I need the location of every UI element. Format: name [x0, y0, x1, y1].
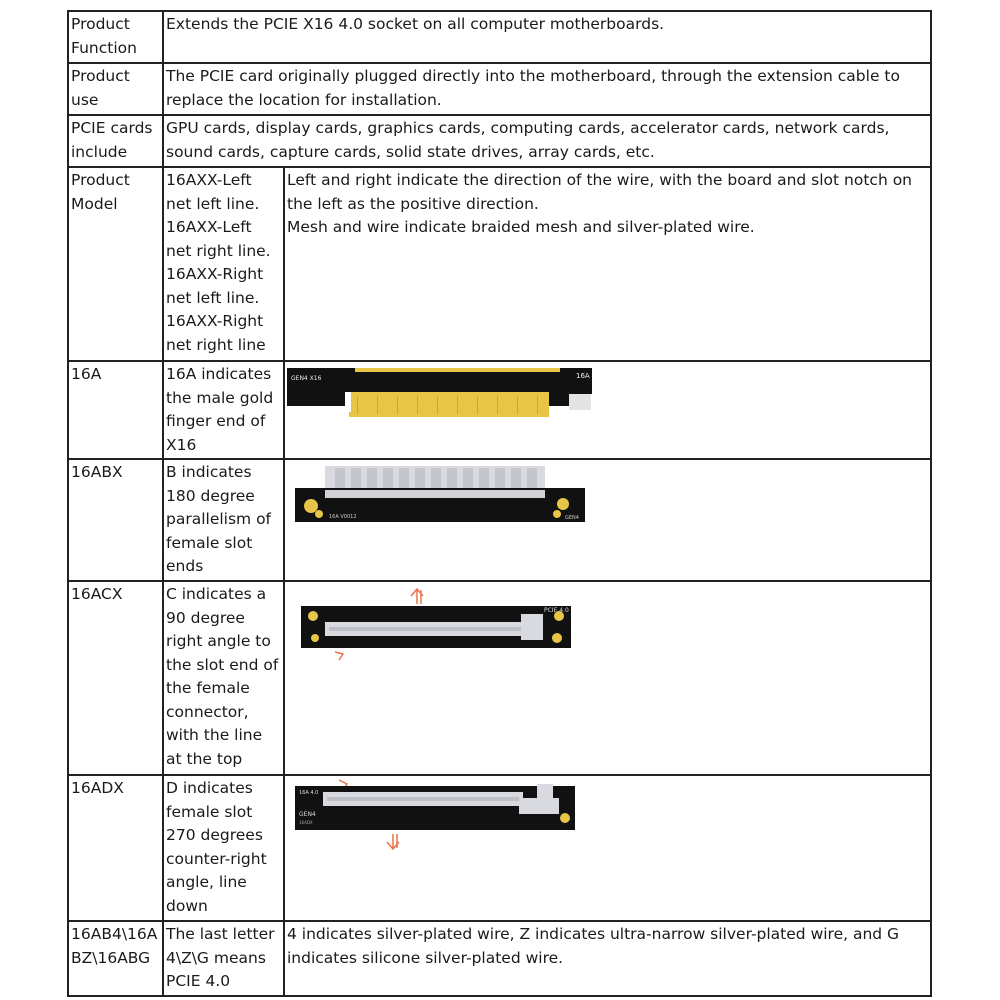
value-product-function: Extends the PCIE X16 4.0 socket on all computer motherboards.	[163, 11, 931, 63]
row-product-model	[68, 167, 931, 361]
model-notes	[284, 167, 931, 361]
model-variant: 16AXX-Left net left line.	[166, 171, 260, 213]
desc-suffix: The last letter 4\Z\G means PCIE 4.0	[163, 921, 284, 996]
row-pcie-cards	[68, 115, 931, 167]
row-16adx	[68, 775, 931, 921]
row-16acx	[68, 581, 931, 775]
desc-16abx: B indicates 180 degree parallelism of female slot ends	[163, 459, 284, 581]
board-label: 16A 4.0	[299, 790, 319, 796]
value-product-use: The PCIE card originally plugged directly into the motherboard, through the extension cable to replace the location for installation.	[163, 63, 931, 115]
desc-16adx: D indicates female slot 270 degrees counter-right angle, line down	[163, 775, 284, 921]
board-label: GEN4 X16	[291, 375, 322, 382]
arrow-up-icon	[411, 589, 423, 604]
row-16abx	[68, 459, 931, 581]
model-note: Left and right indicate the direction of the wire, with the board and slot notch on the left as the positive direction.	[287, 171, 912, 213]
image-16acx	[284, 581, 931, 775]
code-16abx: 16ABX	[68, 459, 163, 581]
model-note: Mesh and wire indicate braided mesh and silver-plated wire.	[287, 218, 755, 236]
label-pcie-cards: PCIE cards include	[68, 115, 163, 167]
board-label: PCIE 4.0	[544, 607, 569, 614]
board-label: 16A	[576, 372, 590, 380]
note-suffix: 4 indicates silver-plated wire, Z indicates ultra-narrow silver-plated wire, and G indicates silicone silver-plated wire.	[284, 921, 931, 996]
model-variant: 16AXX-Right net right line	[166, 312, 266, 354]
label-product-function: Product Function	[68, 11, 163, 63]
code-16acx: 16ACX	[68, 581, 163, 775]
board-label: GEN4	[565, 515, 579, 521]
desc-16a: 16A indicates the male gold finger end of X16	[163, 361, 284, 459]
code-suffix: 16AB4\16ABZ\16ABG	[68, 921, 163, 996]
arrow-down-icon	[387, 834, 399, 849]
board-label: 16ADX	[299, 820, 313, 825]
value-pcie-cards: GPU cards, display cards, graphics cards, computing cards, accelerator cards, network cards, sound cards, capture cards, solid state drives, array cards, etc.	[163, 115, 931, 167]
model-variant: 16AXX-Left net right line.	[166, 218, 271, 260]
label-product-model: Product Model	[68, 167, 163, 361]
image-16abx	[284, 459, 931, 581]
image-16adx	[284, 775, 931, 921]
arrow-icon	[335, 652, 343, 660]
right-angle-down-board-image	[293, 778, 578, 858]
gold-finger-board-image	[287, 366, 597, 422]
code-16a: 16A	[68, 361, 163, 459]
image-16a	[284, 361, 931, 459]
spec-table	[67, 10, 932, 997]
row-product-use	[68, 63, 931, 115]
code-16adx: 16ADX	[68, 775, 163, 921]
label-product-use: Product use	[68, 63, 163, 115]
row-suffix	[68, 921, 931, 996]
desc-16acx: C indicates a 90 degree right angle to the slot end of the female connector, with the line at the top	[163, 581, 284, 775]
row-16a	[68, 361, 931, 459]
parallel-slot-board-image	[295, 466, 590, 530]
model-variants	[163, 167, 284, 361]
board-label: 16A V0012	[329, 514, 357, 520]
board-label: GEN4	[299, 811, 316, 818]
model-variant: 16AXX-Right net left line.	[166, 265, 264, 307]
right-angle-up-board-image	[299, 586, 579, 666]
row-product-function	[68, 11, 931, 63]
